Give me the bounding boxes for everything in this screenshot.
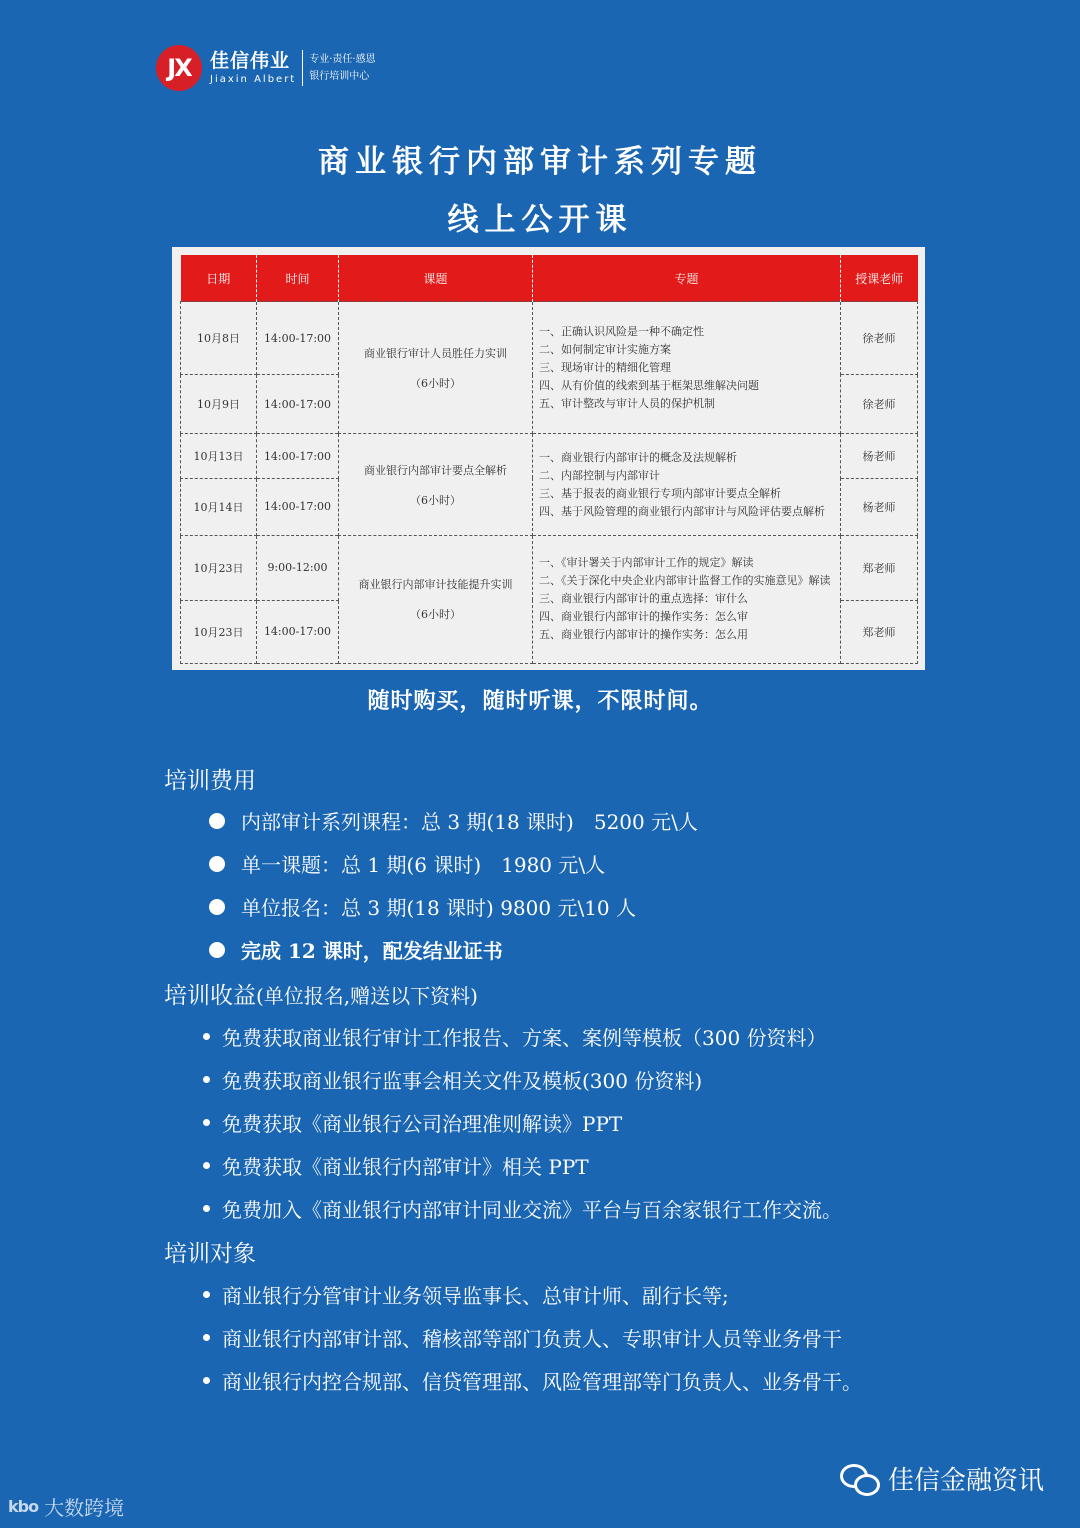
teacher-cell: 徐老师 [841, 302, 918, 375]
benefits-list [203, 1015, 842, 1230]
logo-divider [302, 50, 303, 86]
course-name: 商业银行内部审计要点全解析 [364, 463, 507, 477]
header-course: 课题 [339, 255, 533, 302]
time-cell: 14:00-17:00 [257, 434, 339, 479]
logo-subtitle: 银行培训中心 [309, 71, 370, 82]
bullet-icon [209, 899, 225, 915]
wechat-icon [840, 1462, 880, 1496]
bullet-icon [209, 856, 225, 872]
brand-logo [156, 44, 376, 92]
topics-cell [533, 434, 841, 536]
fee-item-text: 单位报名：总 3 期(18 课时) 9800 元\10 人 [241, 896, 637, 920]
fee-item-text: 内部审计系列课程：总 3 期(18 课时) 5200 元\人 [241, 810, 698, 834]
time-cell: 14:00-17:00 [257, 478, 339, 535]
topics-text: 一、《审计署关于内部审计工作的规定》解读 二、《关于深化中央企业内部审计监督工作的实施意见》解读 三、商业银行内部审计的重点选择：审什么 四、商业银行内部审计的操作实务：怎么审 五、商业银行内部审计的操作实务：怎么用 [539, 556, 831, 642]
topics-cell [533, 535, 841, 663]
benefits-title [164, 977, 478, 1010]
teacher-cell: 郑老师 [841, 535, 918, 600]
bullet-icon [203, 1162, 210, 1169]
bullet-icon [203, 1205, 210, 1212]
logo-tagline-block [309, 51, 375, 85]
date-cell: 10月9日 [181, 375, 257, 434]
date-cell: 10月14日 [181, 478, 257, 535]
bullet-icon [203, 1119, 210, 1126]
course-hours: （6小时） [410, 608, 461, 622]
wechat-account-name: 佳信金融资讯 [887, 1466, 1044, 1496]
date-cell: 10月23日 [181, 600, 257, 663]
topics-text: 一、商业银行内部审计的概念及法规解析 二、内部控制与内部审计 三、基于报表的商业银行专项内部审计要点全解析 四、基于风险管理的商业银行内部审计与风险评估要点解析 [539, 450, 825, 518]
table-header-row [181, 255, 918, 302]
benefit-item-text: 免费获取商业银行审计工作报告、方案、案例等模板（300 份资料） [222, 1026, 827, 1050]
watermark-mark: kbo [8, 1497, 39, 1516]
date-cell: 10月8日 [181, 302, 257, 375]
fee-item-text: 单一课题：总 1 期(6 课时) 1980 元\人 [241, 853, 606, 877]
logo-mark: JX [156, 45, 202, 91]
benefits-title-text: 培训收益 [164, 983, 256, 1009]
list-item [203, 1316, 862, 1359]
watermark [8, 1492, 124, 1521]
date-cell: 10月23日 [181, 535, 257, 600]
bullet-icon [203, 1377, 210, 1384]
teacher-cell: 徐老师 [841, 375, 918, 434]
benefit-item-text: 免费获取商业银行监事会相关文件及模板(300 份资料) [222, 1069, 703, 1093]
time-cell: 14:00-17:00 [257, 600, 339, 663]
schedule-table-panel [172, 247, 925, 670]
audience-item-text: 商业银行分管审计业务领导监事长、总审计师、副行长等; [222, 1284, 729, 1308]
header-topics: 专题 [533, 255, 841, 302]
fee-item-text: 完成 12 课时，配发结业证书 [241, 939, 503, 963]
course-hours: （6小时） [410, 376, 461, 390]
bullet-icon [203, 1033, 210, 1040]
bullet-icon [209, 942, 225, 958]
header-time: 时间 [257, 255, 339, 302]
wechat-account [840, 1460, 1044, 1497]
table-row [181, 535, 918, 600]
course-cell [339, 535, 533, 663]
logo-tagline: 专业·责任·感恩 [309, 54, 376, 65]
bullet-icon [203, 1291, 210, 1298]
bullet-icon [203, 1076, 210, 1083]
list-item [203, 1359, 862, 1402]
fees-list [209, 799, 698, 971]
logo-name-cn: 佳信伟业 [210, 49, 291, 72]
watermark-text: 大数跨境 [44, 1496, 125, 1520]
topics-text: 一、正确认识风险是一种不确定性 二、如何制定审计实施方案 三、现场审计的精细化管理 四、从有价值的线索到基于框架思维解决问题 五、审计整改与审计人员的保护机制 [539, 324, 759, 410]
audience-title: 培训对象 [164, 1241, 256, 1267]
list-item [203, 1144, 842, 1187]
topics-cell [533, 302, 841, 434]
audience-item-text: 商业银行内控合规部、信贷管理部、风险管理部等门负责人、业务骨干。 [222, 1370, 862, 1394]
time-cell: 14:00-17:00 [257, 302, 339, 375]
bullet-icon [209, 813, 225, 829]
page-title: 商业银行内部审计系列专题 [318, 144, 762, 180]
course-name: 商业银行审计人员胜任力实训 [364, 346, 507, 360]
table-row [181, 302, 918, 375]
teacher-cell: 杨老师 [841, 434, 918, 479]
schedule-table [180, 255, 918, 664]
date-cell: 10月13日 [181, 434, 257, 479]
audience-item-text: 商业银行内部审计部、稽核部等部门负责人、专职审计人员等业务骨干 [222, 1327, 842, 1351]
list-item [203, 1273, 862, 1316]
benefit-item-text: 免费加入《商业银行内部审计同业交流》平台与百余家银行工作交流。 [222, 1198, 842, 1222]
list-item [203, 1058, 842, 1101]
benefits-note: (单位报名,赠送以下资料) [256, 984, 478, 1008]
list-item [203, 1187, 842, 1230]
benefit-item-text: 免费获取《商业银行内部审计》相关 PPT [222, 1155, 589, 1179]
logo-name-en: Jiaxin Albert [210, 73, 297, 85]
list-item [209, 799, 698, 842]
bullet-icon [203, 1334, 210, 1341]
page-subtitle: 线上公开课 [447, 202, 633, 238]
audience-list [203, 1273, 862, 1402]
course-cell [339, 434, 533, 536]
course-name: 商业银行内部审计技能提升实训 [358, 578, 513, 592]
table-row [181, 434, 918, 479]
time-cell: 9:00-12:00 [257, 535, 339, 600]
header-date: 日期 [181, 255, 257, 302]
list-item [209, 928, 698, 971]
teacher-cell: 郑老师 [841, 600, 918, 663]
fees-title: 培训费用 [164, 768, 256, 794]
list-item [203, 1015, 842, 1058]
header-teacher: 授课老师 [841, 255, 918, 302]
course-hours: （6小时） [410, 493, 461, 507]
logo-text [210, 49, 297, 85]
time-cell: 14:00-17:00 [257, 375, 339, 434]
benefit-item-text: 免费获取《商业银行公司治理准则解读》PPT [222, 1112, 623, 1136]
slogan: 随时购买，随时听课，不限时间。 [367, 688, 713, 714]
teacher-cell: 杨老师 [841, 478, 918, 535]
course-cell [339, 302, 533, 434]
list-item [203, 1101, 842, 1144]
list-item [209, 885, 698, 928]
list-item [209, 842, 698, 885]
